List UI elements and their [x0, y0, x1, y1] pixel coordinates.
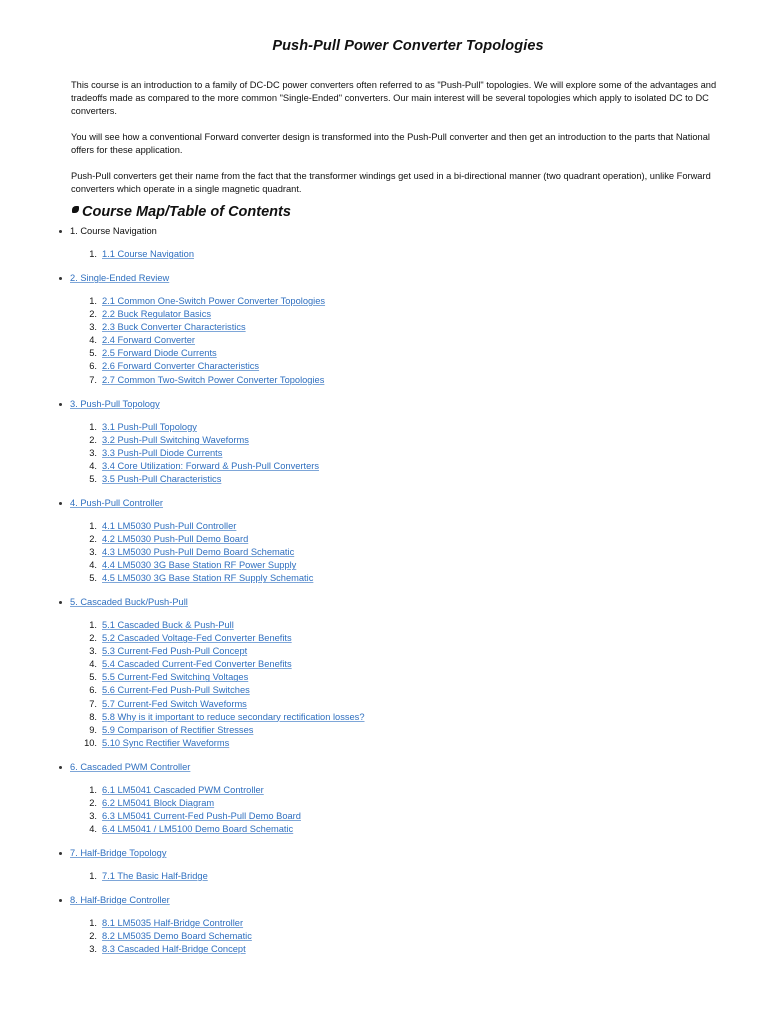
toc-item-number: 2.	[89, 798, 97, 809]
toc-item-number: 2.	[89, 534, 97, 545]
toc-item-number: 1.	[89, 918, 97, 928]
toc-item	[57, 784, 301, 797]
toc-section	[57, 596, 365, 750]
toc-item-link[interactable]: 2.1 Common One-Switch Power Converter Topologies	[102, 296, 326, 306]
toc-item-link[interactable]: 2.5 Forward Diode Currents	[102, 348, 217, 359]
toc-item-number: 4.	[89, 335, 97, 346]
toc-item	[57, 724, 365, 737]
toc-section-link[interactable]: 4. Push-Pull Controller	[70, 498, 164, 508]
toc-item-link[interactable]: 4.4 LM5030 3G Base Station RF Power Supply	[102, 560, 297, 571]
toc-section	[57, 761, 301, 836]
toc-item-number: 3.	[89, 322, 97, 333]
toc-item-number: 3.	[89, 944, 97, 955]
toc-item-link[interactable]: 8.2 LM5035 Demo Board Schematic	[102, 931, 252, 942]
toc-item-link[interactable]: 8.3 Cascaded Half-Bridge Concept	[102, 944, 246, 955]
toc-item	[57, 434, 319, 447]
toc-item-number: 1.	[89, 521, 97, 531]
toc-item-list	[57, 619, 365, 750]
intro-section	[71, 79, 726, 209]
document-title: Push-Pull Power Converter Topologies	[272, 38, 544, 54]
toc-item-number: 2.	[89, 309, 97, 320]
toc-item-number: 8.	[89, 711, 97, 722]
toc-heading	[72, 204, 291, 220]
toc-item	[57, 658, 365, 671]
toc-item-link[interactable]: 5.2 Cascaded Voltage-Fed Converter Benefits	[102, 633, 292, 644]
heading-bullet-icon	[72, 206, 79, 213]
toc-item-number: 1.	[89, 296, 97, 306]
toc-item-link[interactable]: 4.5 LM5030 3G Base Station RF Supply Schematic	[102, 573, 314, 584]
intro-paragraph: Push-Pull converters get their name from the fact that the transformer windings get used in a bi-directional manner (two quadrant operation), unlike Forward converters which operate in a single magnetic quadrant.	[71, 171, 711, 194]
toc-item	[57, 823, 301, 836]
intro-paragraph: This course is an introduction to a family of DC-DC power converters often referred to as "Push-Pull" topologies. We will explore some of the advantages and tradeoffs made as compared to the more common "Single-Ended" converters. Our main interest will be several topologies which apply to isolated DC to DC converters.	[71, 80, 717, 116]
toc-item-link[interactable]: 5.7 Current-Fed Switch Waveforms	[102, 698, 247, 709]
intro-paragraph: You will see how a conventional Forward converter design is transformed into the Push-Pull converter and then get an introduction to the parts that National offers for these application.	[71, 132, 710, 155]
toc-section-link[interactable]: 8. Half-Bridge Controller	[70, 895, 170, 905]
toc-item	[57, 295, 325, 308]
toc-item-number: 1.	[89, 785, 97, 795]
toc-section-heading	[57, 847, 208, 860]
toc-item	[57, 374, 325, 387]
toc-item	[57, 711, 365, 724]
toc-item-link[interactable]: 3.5 Push-Pull Characteristics	[102, 474, 222, 485]
toc-item-number: 10.	[84, 737, 97, 748]
toc-section	[57, 847, 208, 883]
toc-item-number: 6.	[89, 361, 97, 372]
toc-item-link[interactable]: 7.1 The Basic Half-Bridge	[102, 871, 208, 881]
toc-section-heading	[57, 497, 313, 510]
toc-item-list	[57, 917, 252, 956]
toc-item-number: 5.	[89, 573, 97, 584]
toc-section-link[interactable]: 7. Half-Bridge Topology	[70, 848, 167, 858]
toc-item	[57, 797, 301, 810]
toc-item-number: 1.	[89, 871, 97, 881]
toc-item-link[interactable]: 5.8 Why is it important to reduce secondary rectification losses?	[102, 711, 365, 722]
toc-item-link[interactable]: 3.4 Core Utilization: Forward & Push-Pull Converters	[102, 461, 320, 472]
toc-item-number: 4.	[89, 560, 97, 571]
toc-item	[57, 671, 365, 684]
toc-item-link[interactable]: 2.2 Buck Regulator Basics	[102, 309, 212, 320]
toc-section	[57, 497, 313, 585]
toc-item-number: 6.	[89, 685, 97, 696]
toc-item-link[interactable]: 3.3 Push-Pull Diode Currents	[102, 448, 223, 459]
toc-item-number: 1.	[89, 620, 97, 630]
toc-item-number: 3.	[89, 547, 97, 558]
toc-item	[57, 308, 325, 321]
toc-item-link[interactable]: 1.1 Course Navigation	[102, 249, 194, 259]
toc-item-link[interactable]: 4.1 LM5030 Push-Pull Controller	[102, 521, 237, 531]
toc-item-link[interactable]: 8.1 LM5035 Half-Bridge Controller	[102, 918, 244, 928]
toc-item-number: 9.	[89, 724, 97, 735]
toc-section-heading	[57, 596, 365, 609]
toc-section	[57, 272, 325, 387]
toc-item	[57, 943, 252, 956]
toc-item	[57, 572, 313, 585]
toc-item-number: 1.	[89, 249, 97, 259]
toc-item	[57, 698, 365, 711]
toc-section-link[interactable]: 6. Cascaded PWM Controller	[70, 762, 191, 772]
toc-item	[57, 334, 325, 347]
toc-item-list	[57, 784, 301, 836]
toc-item	[57, 360, 325, 373]
toc-item	[57, 645, 365, 658]
toc-item	[57, 347, 325, 360]
toc-item	[57, 421, 319, 434]
toc-item-link[interactable]: 5.9 Comparison of Rectifier Stresses	[102, 724, 254, 735]
toc-item	[57, 447, 319, 460]
toc-item-number: 7.	[89, 374, 97, 385]
toc-item-link[interactable]: 5.4 Cascaded Current-Fed Converter Benefits	[102, 659, 292, 670]
toc-item	[57, 321, 325, 334]
toc-item	[57, 632, 365, 645]
toc-item-link[interactable]: 4.3 LM5030 Push-Pull Demo Board Schematic	[102, 547, 295, 558]
toc-section-heading	[57, 272, 325, 285]
toc-item	[57, 520, 313, 533]
toc-item-number: 1.	[89, 422, 97, 432]
toc-item	[57, 870, 208, 883]
toc-item-link[interactable]: 6.4 LM5041 / LM5100 Demo Board Schematic	[102, 824, 294, 835]
toc-item-link[interactable]: 2.6 Forward Converter Characteristics	[102, 361, 260, 372]
toc-item	[57, 619, 365, 632]
toc-section	[57, 225, 194, 261]
toc-item-link[interactable]: 2.4 Forward Converter	[102, 335, 196, 346]
toc-item	[57, 930, 252, 943]
toc-item-link[interactable]: 5.3 Current-Fed Push-Pull Concept	[102, 646, 248, 657]
toc-item-link[interactable]: 5.6 Current-Fed Push-Pull Switches	[102, 685, 250, 696]
toc-section-link[interactable]: 2. Single-Ended Review	[70, 273, 170, 283]
toc-item	[57, 559, 313, 572]
toc-item	[57, 460, 319, 473]
toc-section-heading	[57, 894, 252, 907]
toc-item-link[interactable]: 6.3 LM5041 Current-Fed Push-Pull Demo Board	[102, 811, 301, 822]
toc-item-number: 3.	[89, 811, 97, 822]
toc-item-number: 5.	[89, 672, 97, 683]
toc-item-list	[57, 520, 313, 585]
toc-item-link[interactable]: 2.7 Common Two-Switch Power Converter Topologies	[102, 374, 325, 385]
toc-item-link[interactable]: 4.2 LM5030 Push-Pull Demo Board	[102, 534, 249, 545]
toc-item-link[interactable]: 5.10 Sync Rectifier Waveforms	[102, 737, 230, 748]
toc-item	[57, 737, 365, 750]
toc-section-heading	[57, 761, 301, 774]
toc-item-number: 2.	[89, 633, 97, 644]
toc-item	[57, 684, 365, 697]
toc-item	[57, 533, 313, 546]
toc-item-link[interactable]: 6.1 LM5041 Cascaded PWM Controller	[102, 785, 264, 795]
toc-item-number: 4.	[89, 824, 97, 835]
toc-item-number: 2.	[89, 931, 97, 942]
toc-section	[57, 398, 319, 486]
toc-item-number: 7.	[89, 698, 97, 709]
toc-item-link[interactable]: 3.2 Push-Pull Switching Waveforms	[102, 435, 249, 446]
toc-item-number: 2.	[89, 435, 97, 446]
toc-item-number: 3.	[89, 448, 97, 459]
toc-item-list	[57, 248, 194, 261]
toc-item-number: 4.	[89, 659, 97, 670]
toc-item-link[interactable]: 5.1 Cascaded Buck & Push-Pull	[102, 620, 234, 630]
toc-item	[57, 248, 194, 261]
toc-item-number: 5.	[89, 474, 97, 485]
toc-section	[57, 894, 252, 956]
toc-item	[57, 810, 301, 823]
toc-heading-text: Course Map/Table of Contents	[82, 204, 291, 220]
toc-item-number: 4.	[89, 461, 97, 472]
toc-item-list	[57, 870, 208, 883]
toc-section-link[interactable]: 5. Cascaded Buck/Push-Pull	[70, 597, 188, 607]
toc-section-label: 1. Course Navigation	[70, 226, 157, 236]
toc-item	[57, 546, 313, 559]
toc-item-link[interactable]: 5.5 Current-Fed Switching Voltages	[102, 672, 249, 683]
toc-section-link[interactable]: 3. Push-Pull Topology	[70, 399, 160, 409]
toc-item-number: 3.	[89, 646, 97, 657]
toc-item-list	[57, 295, 325, 387]
toc-item-link[interactable]: 3.1 Push-Pull Topology	[102, 422, 197, 432]
toc-section-heading	[57, 225, 194, 238]
toc-item-list	[57, 421, 319, 486]
toc-item	[57, 473, 319, 486]
toc-item-number: 5.	[89, 348, 97, 359]
toc-item-link[interactable]: 6.2 LM5041 Block Diagram	[102, 798, 215, 809]
toc-item	[57, 917, 252, 930]
toc-item-link[interactable]: 2.3 Buck Converter Characteristics	[102, 322, 246, 333]
toc-section-heading	[57, 398, 319, 411]
